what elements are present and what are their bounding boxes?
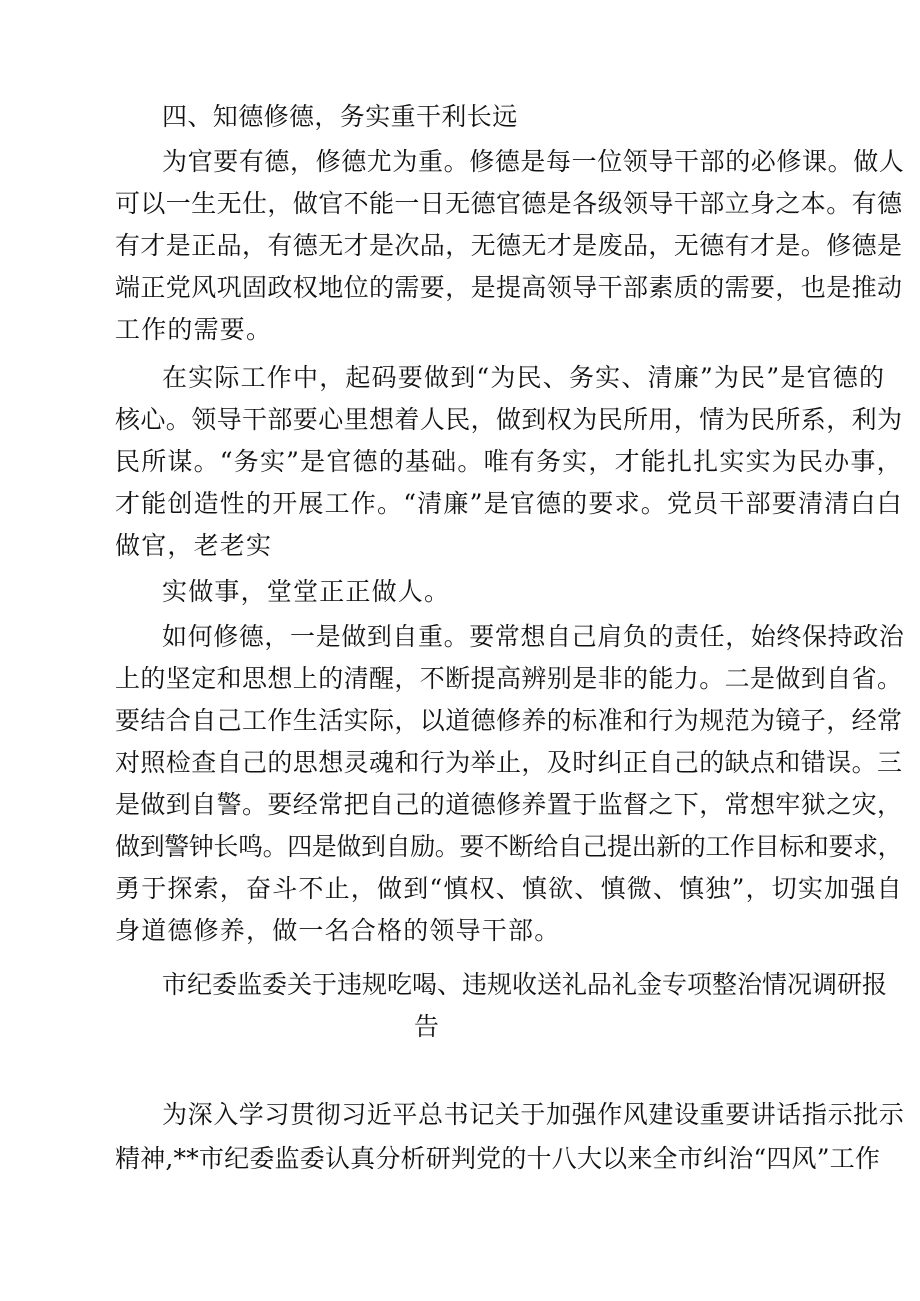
- paragraph-line: 工作的需要。: [115, 315, 273, 344]
- paragraph-line: 可以一生无仕，做官不能一日无德官德是各级领导干部立身之本。有德: [115, 189, 903, 218]
- paragraph-line: 对照检查自己的思想灵魂和行为举止，及时纠正自己的缺点和错误。三: [115, 748, 903, 777]
- paragraph-line: 做官，老老实: [115, 531, 273, 560]
- paragraph-line: 端正党风巩固政权地位的需要，是提高领导干部素质的需要，也是推动: [115, 273, 903, 302]
- paragraph-line: 如何修德，一是做到自重。要常想自己肩负的责任，始终保持政治: [162, 622, 905, 651]
- paragraph-line: 民所谋。“务实”是官德的基础。唯有务实，才能扎扎实实为民办事，: [115, 447, 903, 476]
- paragraph-line: 是做到自警。要经常把自己的道德修养置于监督之下，常想牢狱之灾，: [115, 790, 903, 819]
- paragraph-line: 精神,**市纪委监委认真分析研判党的十八大以来全市纠治“四风”工作: [115, 1144, 881, 1173]
- paragraph-line: 身道德修养，做一名合格的领导干部。: [115, 916, 561, 945]
- report-title-continued: 告: [414, 1012, 440, 1041]
- paragraph-line: 上的坚定和思想上的清醒，不断提高辨别是非的能力。二是做到自省。: [115, 664, 903, 693]
- paragraph-line: 为官要有德，修德尤为重。修德是每一位领导干部的必修课。做人: [162, 147, 905, 176]
- report-title: 市纪委监委关于违规吃喝、违规收送礼品礼金专项整治情况调研报: [162, 970, 888, 999]
- paragraph-line: 有才是正品，有德无才是次品，无德无才是废品，无德有才是。修德是: [115, 231, 903, 260]
- paragraph-line: 为深入学习贯彻习近平总书记关于加强作风建设重要讲话指示批示: [162, 1100, 905, 1129]
- paragraph-line: 要结合自己工作生活实际，以道德修养的标准和行为规范为镜子，经常: [115, 706, 903, 735]
- paragraph-line: 实做事，堂堂正正做人。: [162, 577, 451, 606]
- paragraph-line: 才能创造性的开展工作。“清廉”是官德的要求。党员干部要清清白白: [115, 489, 903, 518]
- paragraph-line: 在实际工作中，起码要做到“为民、务实、清廉”为民”是官德的: [162, 363, 886, 392]
- paragraph-line: 核心。领导干部要心里想着人民，做到权为民所用，情为民所系，利为: [115, 405, 903, 434]
- paragraph-line: 做到警钟长鸣。四是做到自励。要不断给自己提出新的工作目标和要求，: [115, 832, 903, 861]
- paragraph-line: 勇于探索，奋斗不止，做到“慎权、慎欲、慎微、慎独”，切实加强自: [115, 874, 903, 903]
- section-heading: 四、知德修德，务实重干利长远: [162, 102, 518, 131]
